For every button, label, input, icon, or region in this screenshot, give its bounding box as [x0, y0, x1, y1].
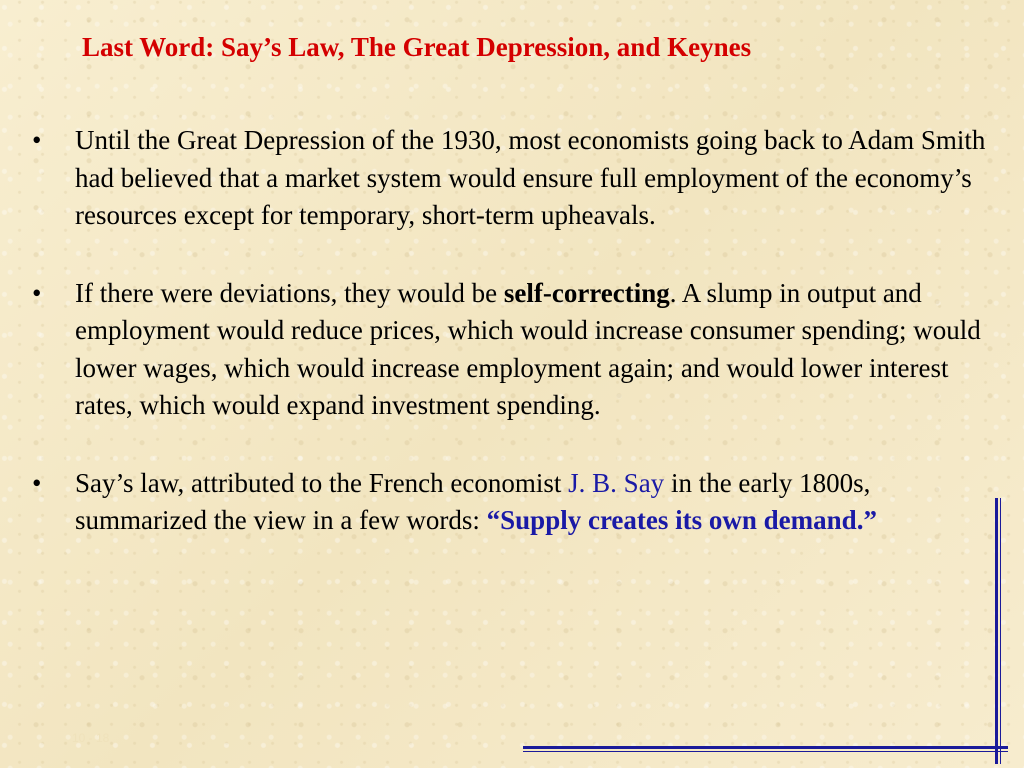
bullet-text-pre: Say’s law, attributed to the French economist: [75, 467, 569, 498]
slide-title: Last Word: Say’s Law, The Great Depression, and Keynes: [82, 32, 752, 62]
bullet-mark: •: [32, 125, 42, 155]
bullet-item: [32, 465, 987, 540]
frame-line-horizontal-thin: [523, 751, 1008, 752]
slide-number: 10 - 18: [72, 731, 110, 745]
quote-text: “Supply creates its own demand.”: [486, 505, 877, 535]
bullet-text-mid: in the early 1800s, summarized the view in a few words:: [75, 467, 871, 535]
bullet-mark: •: [32, 277, 42, 308]
frame-line-horizontal: [523, 746, 1008, 749]
bullet-text: Until the Great Depression of the 1930, most economists going back to Adam Smith had believed that a market system would ensure full employment of the economy’s resources except for temporary, short-term upheavals.: [75, 125, 986, 230]
frame-line-vertical: [995, 498, 998, 764]
person-name: J. B. Say: [568, 467, 665, 498]
bullet-mark: •: [32, 467, 42, 498]
bullet-text-post: . A slump in output and employment would reduce prices, which would increase consumer spending; would lower wages, which would increase employment again; and would lower interest rates, which would expand investment spending.: [75, 277, 981, 420]
bullet-text-pre: If there were deviations, they would be: [75, 277, 504, 308]
bullet-item: [32, 275, 987, 425]
bullet-list: [32, 122, 987, 580]
bullet-item: [32, 122, 987, 235]
key-term: self-correcting: [503, 277, 670, 308]
frame-line-vertical-thin: [1000, 498, 1001, 764]
